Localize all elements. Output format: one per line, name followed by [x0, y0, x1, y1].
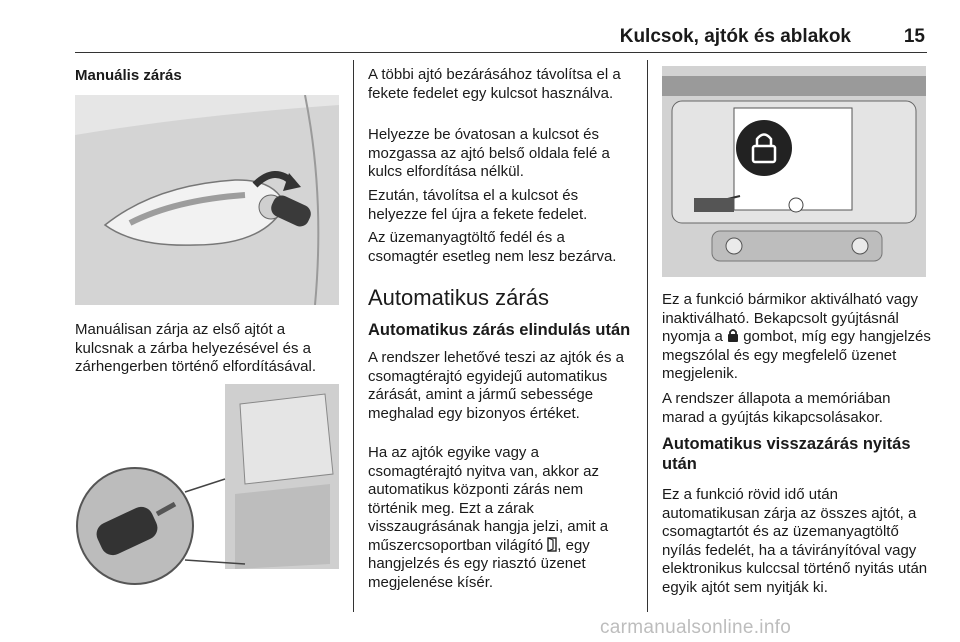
paragraph: A rendszer lehetővé teszi az ajtók és a csomagtérajtó egyidejű automatikus zárását, amint a jármű sebessége meghalad egy bizonyos értéket.	[368, 349, 624, 422]
subsection-heading: Automatikus visszazárás nyitás után	[662, 435, 911, 473]
paragraph: Manuálisan zárja az első ajtót a kulcsnak a zárba helyezésével és a zárhengerben történő elfordításával.	[75, 321, 316, 375]
paragraph: A rendszer állapota a memóriában marad a gyújtás kikapcsolásakor.	[662, 390, 891, 426]
paragraph: Ez a funkció rövid idő után automatikusan zárja az összes ajtót, a csomagtartót és az üzemanyagtöltő nyílás fedelét, ha a távirányítóval vagy elektronikus kulccsal történő nyitás után egyik ajtót sem nyitják ki.	[662, 486, 928, 596]
paragraph: Helyezze be óvatosan a kulcsot és mozgassa az ajtó belső oldala felé a kulcs elfordítása nélkül.	[368, 126, 610, 180]
section-heading: Automatikus zárás	[368, 285, 549, 310]
paragraph: Ezután, távolítsa el a kulcsot és helyezze fel újra a fekete fedelet.	[368, 187, 588, 223]
door-handle-illustration	[75, 95, 339, 305]
lock-icon	[727, 328, 739, 343]
watermark: carmanualsonline.info	[600, 617, 792, 638]
column-divider	[353, 60, 354, 612]
door-open-icon	[547, 537, 557, 552]
paragraph: A többi ajtó bezárásához távolítsa el a fekete fedelet egy kulcsot használva.	[368, 66, 621, 102]
dashboard-illustration	[662, 66, 926, 277]
column-divider	[647, 60, 648, 612]
paragraph: Az üzemanyagtöltő fedél és a csomagtér esetleg nem lesz bezárva.	[368, 229, 617, 265]
page-header	[75, 26, 927, 52]
paragraph: Ha az ajtók egyike vagy a csomagtérajtó nyitva van, akkor az automatikus központi zárás nem történik meg. Ezt a zárak visszaugrásának hangja jelzi, amit a műszercsoportban világító , egy hangjelzés és egy riasztó üzenet megjelenése kísér.	[368, 444, 609, 591]
door-lock-illustration	[75, 384, 339, 592]
page-number: 15	[903, 26, 925, 47]
header-rule	[75, 52, 927, 53]
subsection-heading: Automatikus zárás elindulás után	[368, 321, 631, 339]
paragraph: Ez a funkció bármikor aktiválható vagy inaktiválható. Bekapcsolt gyújtásnál nyomja a gombot, míg egy hangjelzés megszólal és egy megfelelő üzenet megjelenik.	[662, 291, 931, 382]
section-heading: Manuális zárás	[75, 67, 182, 84]
chapter-title: Kulcsok, ajtók és ablakok	[619, 26, 851, 47]
